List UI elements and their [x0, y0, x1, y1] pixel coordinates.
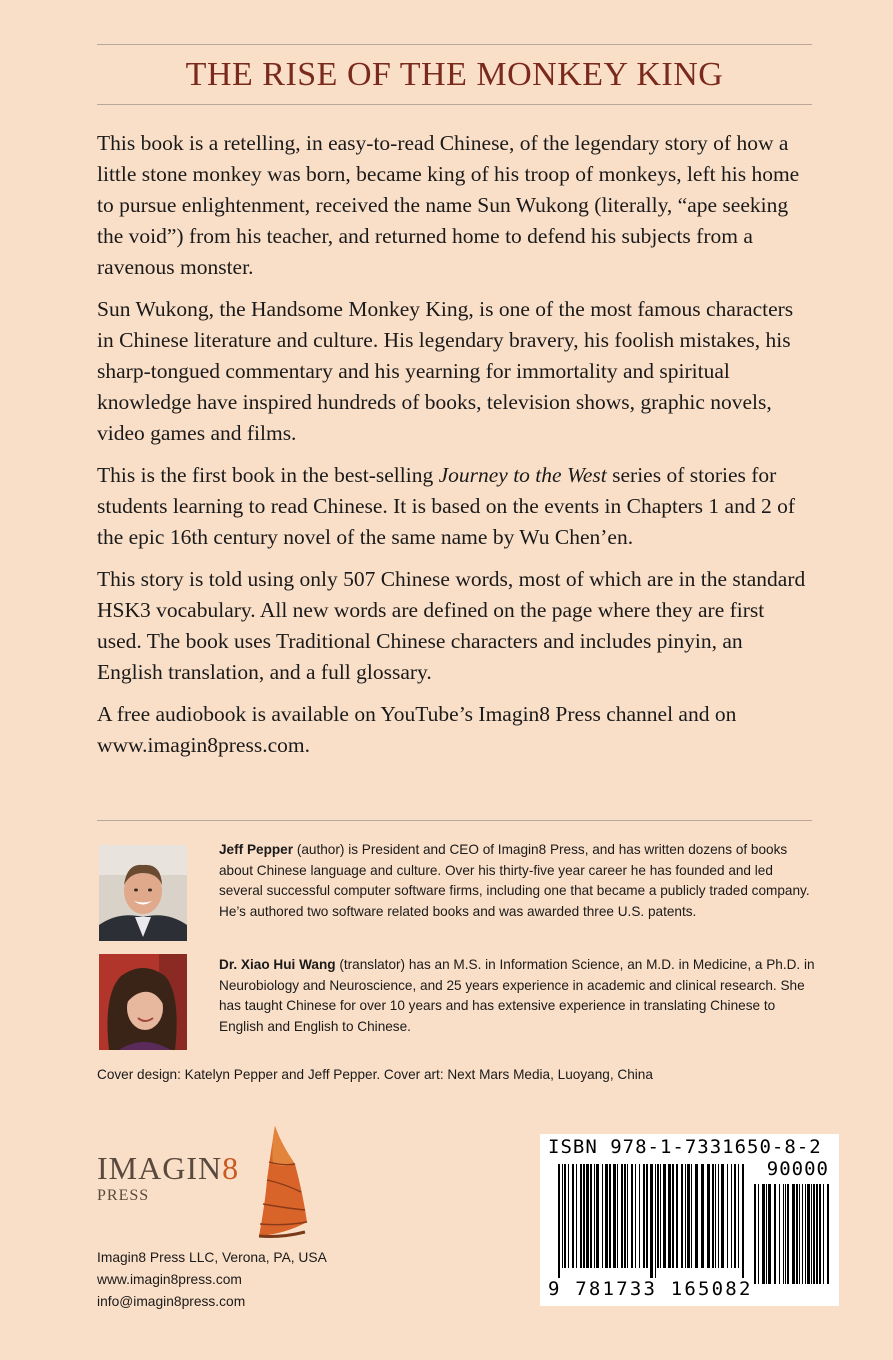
barcode-bar [639, 1164, 640, 1268]
publisher-logo-wordmark [97, 1150, 239, 1187]
series-text-after: series of stories for students learning to read Chinese. It is based on the events in Chapters 1 and 2 of the epic 16th century novel of the same name by Wu Chen’en. [97, 463, 795, 549]
barcode-bar [562, 1164, 563, 1268]
barcode-bar [734, 1164, 736, 1268]
barcode-bar [796, 1184, 798, 1284]
bio-rule [97, 820, 812, 821]
junk-sail-icon [245, 1124, 311, 1244]
barcode-bar [609, 1164, 611, 1268]
barcode-bar [727, 1164, 728, 1268]
publisher-logo-press: PRESS [97, 1187, 150, 1204]
series-text-before: This is the first book in the best-selling [97, 463, 439, 487]
barcode-bar [572, 1164, 574, 1268]
isbn-barcode [540, 1134, 839, 1306]
barcode-bar [707, 1164, 710, 1268]
barcode-bar [816, 1184, 818, 1284]
barcode-bar [768, 1184, 771, 1284]
author-name: Jeff Pepper [219, 842, 294, 857]
barcode-bar [650, 1164, 653, 1278]
barcode-bar [731, 1164, 732, 1268]
series-title: Journey to the West [438, 463, 607, 487]
barcode-bar [617, 1164, 618, 1268]
isbn-label: ISBN 978-1-7331650-8-2 [548, 1136, 822, 1158]
barcode-bar [701, 1164, 704, 1268]
barcode-bar [827, 1184, 829, 1284]
barcode-bar [646, 1164, 648, 1268]
barcode-bar [635, 1164, 636, 1268]
barcode-bar [774, 1184, 776, 1284]
barcode-bar [787, 1184, 789, 1284]
paragraph-series [97, 460, 813, 553]
barcode-bar [799, 1184, 800, 1284]
barcode-bar [655, 1164, 656, 1278]
barcode-bar [819, 1184, 821, 1284]
book-title: THE RISE OF THE MONKEY KING [185, 56, 724, 93]
barcode-bar [621, 1164, 623, 1268]
description [97, 128, 813, 772]
barcode-bar [613, 1164, 616, 1268]
author-bio-text: (author) is President and CEO of Imagin8 Press, and has written dozens of books about Chinese language and culture. Over his thirty-five year career he has founded and led several successful computer software firms, including one that became a publicly traded company. He’s authored two software related books and was awarded three U.S. patents. [219, 842, 810, 919]
translator-bio-text: (translator) has an M.S. in Information Science, an M.D. in Medicine, a Ph.D. in Neurobiology and Neuroscience, and 25 years experience in academic and clinical research. She has taught Chinese for over 10 years and has extensive experience in translating Chinese to English and English to Chinese. [219, 957, 815, 1034]
barcode-bar [631, 1164, 633, 1268]
barcode-bar [558, 1164, 560, 1278]
barcode-bar [672, 1164, 674, 1268]
barcode-bar [691, 1164, 692, 1268]
cover-credits: Cover design: Katelyn Pepper and Jeff Pepper. Cover art: Next Mars Media, Luoyang, China [97, 1067, 653, 1082]
barcode-bar [676, 1164, 678, 1268]
barcode-bar [605, 1164, 608, 1268]
barcode-bar [596, 1164, 599, 1268]
barcode-bar [627, 1164, 628, 1268]
barcode-bar [721, 1164, 724, 1268]
barcode-bar [718, 1164, 719, 1268]
barcode-bar [687, 1164, 690, 1268]
barcode-bar [785, 1184, 786, 1284]
barcode-bar [663, 1164, 666, 1268]
barcode-bar [712, 1164, 714, 1268]
barcode-bar [715, 1164, 716, 1268]
barcode-bar [779, 1184, 780, 1284]
author-photo [99, 845, 187, 941]
barcode-bar [657, 1164, 659, 1268]
translator-bio [219, 955, 819, 1037]
barcode-bar [681, 1164, 683, 1268]
barcode-bar [586, 1164, 589, 1268]
top-rule [97, 44, 812, 45]
publisher-address: Imagin8 Press LLC, Verona, PA, USA [97, 1250, 327, 1265]
translator-name: Dr. Xiao Hui Wang [219, 957, 336, 972]
barcode-bar [762, 1184, 765, 1284]
barcode-bar [783, 1184, 784, 1284]
barcode-bar [811, 1184, 812, 1284]
barcode-bar [580, 1164, 582, 1268]
barcode-addon-number: 90000 [766, 1158, 829, 1180]
publisher-email: info@imagin8press.com [97, 1294, 246, 1309]
barcode-bar [668, 1164, 671, 1268]
barcode-bar [823, 1184, 824, 1284]
barcode-bar [766, 1184, 767, 1284]
barcode-bar [643, 1164, 645, 1268]
publisher-contact [97, 1247, 327, 1313]
barcode-bar [583, 1164, 585, 1268]
barcode-bar [594, 1164, 595, 1268]
barcode-bar [758, 1184, 759, 1284]
barcode-bar [807, 1184, 810, 1284]
barcode-bar [742, 1164, 744, 1278]
barcode-bar [754, 1184, 756, 1284]
barcode-bar [695, 1164, 698, 1268]
barcode-bar [813, 1184, 815, 1284]
barcode-bar [602, 1164, 603, 1268]
logo-digit: 8 [222, 1150, 240, 1186]
publisher-website: www.imagin8press.com [97, 1272, 242, 1287]
logo-word: IMAGIN [97, 1150, 223, 1186]
paragraph-vocabulary: This story is told using only 507 Chinese words, most of which are in the standard HSK3 vocabulary. All new words are defined on the page where they are first used. The book uses Traditional Chinese characters and includes pinyin, an English translation, and a full glossary. [97, 567, 806, 684]
barcode-bar [576, 1164, 577, 1268]
barcode-bar [805, 1184, 806, 1284]
paragraph-retelling: This book is a retelling, in easy-to-read Chinese, of the legendary story of how a little stone monkey was born, became king of his troop of monkeys, left his home to pursue enlightenment, received the name Sun Wukong (literally, “ape seeking the void”) from his teacher, and returned home to defend his subjects from a ravenous monster. [97, 131, 800, 279]
barcode-bar [564, 1164, 566, 1268]
title-rule [97, 104, 812, 105]
ean-digits: 9 781733 165082 [548, 1278, 753, 1300]
translator-photo [99, 954, 187, 1050]
barcode-bar [624, 1164, 626, 1268]
barcode-bar [660, 1164, 661, 1268]
barcode-bar [685, 1164, 686, 1268]
paragraph-monkey-king: Sun Wukong, the Handsome Monkey King, is one of the most famous characters in Chinese literature and culture. His legendary bravery, his foolish mistakes, his sharp-tongued commentary and his yearning for immortality and spiritual knowledge have inspired hundreds of books, television shows, graphic novels, video games and films. [97, 297, 794, 445]
author-bio [219, 840, 819, 922]
barcode-bar [802, 1184, 803, 1284]
barcode-bar [738, 1164, 739, 1268]
barcode-bar [590, 1164, 592, 1268]
paragraph-audiobook: A free audiobook is available on YouTube’s Imagin8 Press channel and on www.imagin8press.com. [97, 702, 737, 757]
barcode-bar [792, 1184, 795, 1284]
barcode-bar [568, 1164, 569, 1268]
